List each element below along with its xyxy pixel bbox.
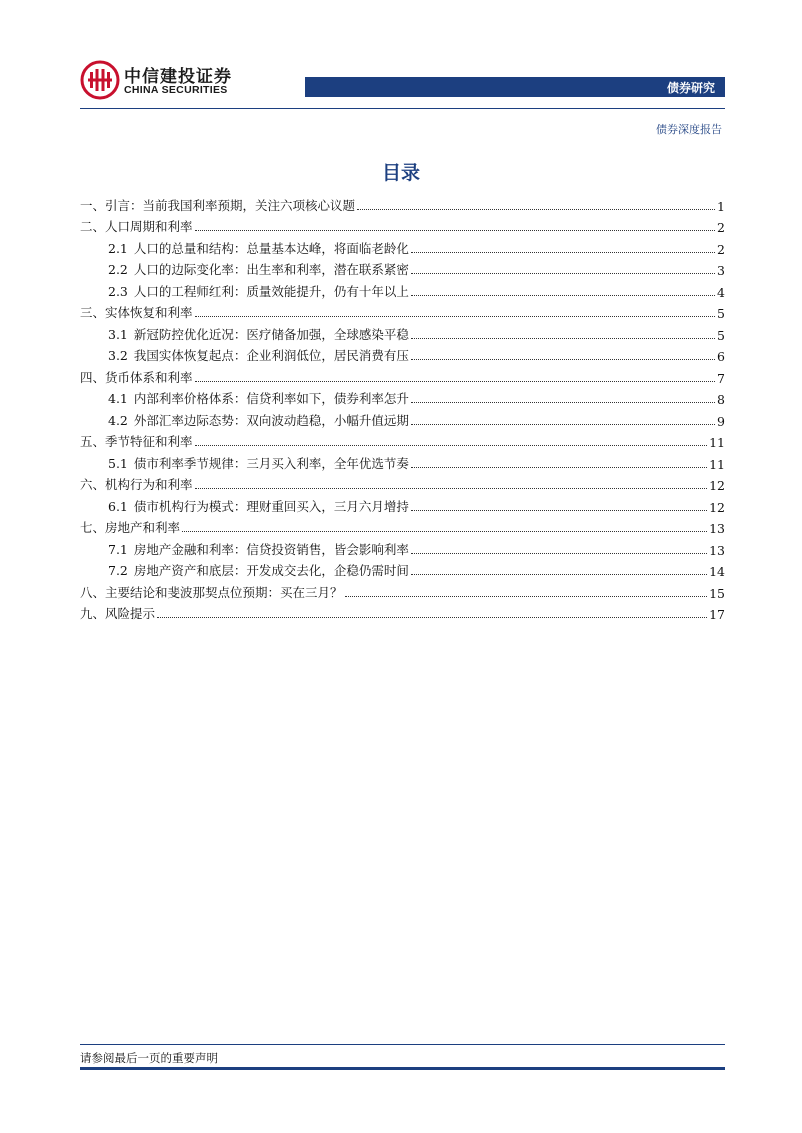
toc-entry-title <box>80 518 180 536</box>
toc-entry[interactable] <box>80 386 725 408</box>
toc-entry-title <box>80 196 355 214</box>
logo-chinese-name: 中信建投证券 <box>124 67 232 87</box>
toc-entry-label: 外部汇率边际态势：双向波动趋稳，小幅升值远期 <box>133 412 409 428</box>
toc-entry-number: 4.2 <box>108 412 128 428</box>
toc-entry-label: 新冠防控优化近况：医疗储备加强，全球感染平稳 <box>133 326 409 342</box>
toc-entry[interactable] <box>80 515 725 537</box>
toc-entry-label: 债市机构行为模式：理财重回买入，三月六月增持 <box>133 498 409 514</box>
toc-leader-dots <box>411 294 715 296</box>
toc-page-number: 5 <box>717 306 725 321</box>
toc-page-number: 11 <box>709 435 725 450</box>
toc-page-number: 4 <box>717 284 725 300</box>
toc-entry-title <box>108 325 409 343</box>
toc-entry-title <box>80 368 193 386</box>
toc-entry-title <box>80 432 193 450</box>
toc-leader-dots <box>157 616 707 618</box>
toc-entry-title <box>108 346 409 364</box>
toc-entry-label: 人口的边际变化率：出生率和利率，潜在联系紧密 <box>133 262 409 277</box>
toc-entry-label: 二、人口周期和利率 <box>80 219 193 234</box>
toc-entry[interactable] <box>80 536 725 558</box>
footer-disclaimer: 请参阅最后一页的重要声明 <box>80 1051 218 1065</box>
toc-entry-number: 2.3 <box>108 283 128 299</box>
footer-divider <box>80 1044 725 1045</box>
toc-page-number: 8 <box>717 392 725 407</box>
toc-entry-title <box>80 583 343 601</box>
toc-entry[interactable] <box>80 343 725 365</box>
toc-entry-label: 五、季节特征和利率 <box>80 434 193 449</box>
toc-entry-label: 九、风险提示 <box>80 606 156 621</box>
toc-leader-dots <box>411 272 715 274</box>
toc-entry-number: 5.1 <box>108 455 128 471</box>
toc-page-number: 13 <box>709 521 725 536</box>
toc-entry[interactable] <box>80 214 725 236</box>
toc-entry-number: 3.1 <box>108 326 128 342</box>
toc-page-number: 15 <box>709 585 725 601</box>
table-of-contents <box>80 192 725 622</box>
toc-entry[interactable] <box>80 472 725 494</box>
toc-entry-number: 7.1 <box>108 541 128 557</box>
toc-page-number: 7 <box>717 370 725 386</box>
toc-leader-dots <box>411 251 715 253</box>
toc-entry[interactable] <box>80 300 725 322</box>
toc-entry-label: 房地产资产和底层：开发成交去化，企稳仍需时间 <box>133 563 409 578</box>
toc-leader-dots <box>411 337 715 339</box>
toc-page-number: 17 <box>709 607 725 622</box>
header-divider <box>80 108 725 109</box>
toc-entry-title <box>108 454 409 472</box>
toc-entry[interactable] <box>80 579 725 601</box>
toc-entry[interactable] <box>80 407 725 429</box>
toc-entry[interactable] <box>80 235 725 257</box>
toc-entry-title <box>80 604 155 622</box>
company-logo <box>80 60 250 100</box>
toc-leader-dots <box>411 552 707 554</box>
toc-leader-dots <box>182 530 707 532</box>
toc-entry[interactable] <box>80 257 725 279</box>
toc-title: 目录 <box>381 162 420 184</box>
toc-entry-title <box>108 239 409 257</box>
toc-leader-dots <box>345 595 708 597</box>
toc-entry-title <box>108 260 409 278</box>
toc-page-number: 12 <box>709 499 725 515</box>
toc-entry[interactable] <box>80 450 725 472</box>
toc-leader-dots <box>195 487 708 489</box>
toc-entry[interactable] <box>80 493 725 515</box>
toc-entry-label: 人口的工程师红利：质量效能提升，仍有十年以上 <box>133 283 409 299</box>
logo-english-name: CHINA SECURITIES <box>124 84 228 96</box>
toc-entry-label: 人口的总量和结构：总量基本达峰，将面临老龄化 <box>133 240 409 256</box>
toc-leader-dots <box>411 509 707 511</box>
toc-entry[interactable] <box>80 364 725 386</box>
toc-leader-dots <box>195 315 716 317</box>
toc-page-number: 9 <box>717 413 725 429</box>
toc-entry-label: 四、货币体系和利率 <box>80 369 193 385</box>
toc-page-number: 2 <box>717 220 725 235</box>
toc-page-number: 13 <box>709 542 725 558</box>
toc-entry-label: 八、主要结论和斐波那契点位预期：买在三月？ <box>80 584 343 600</box>
toc-entry-label: 六、机构行为和利率 <box>80 477 193 492</box>
toc-entry-number: 3.2 <box>108 348 128 363</box>
toc-page-number: 3 <box>717 263 725 278</box>
toc-leader-dots <box>411 358 715 360</box>
toc-entry-title <box>80 303 193 321</box>
toc-entry-label: 内部利率价格体系：信贷利率如下，债券利率怎升 <box>133 391 409 406</box>
toc-leader-dots <box>195 444 708 446</box>
toc-page-number: 12 <box>709 478 725 493</box>
page-header <box>0 0 802 136</box>
toc-entry-number: 6.1 <box>108 498 128 514</box>
toc-leader-dots <box>411 401 715 403</box>
toc-leader-dots <box>411 423 715 425</box>
toc-leader-dots <box>195 380 716 382</box>
toc-entry-label: 房地产金融和利率：信贷投资销售，皆会影响利率 <box>133 541 409 557</box>
toc-entry-title <box>108 389 409 407</box>
header-section-bar <box>305 77 725 97</box>
toc-leader-dots <box>357 208 715 210</box>
toc-entry-title <box>80 217 193 235</box>
toc-page-number: 5 <box>717 327 725 343</box>
toc-entry-title <box>108 282 409 300</box>
toc-entry-title <box>108 411 409 429</box>
toc-page-number: 2 <box>717 241 725 257</box>
section-label: 债券研究 <box>666 81 715 95</box>
toc-leader-dots <box>411 573 707 575</box>
toc-entry-label: 三、实体恢复和利率 <box>80 305 193 320</box>
toc-entry-number: 7.2 <box>108 563 128 578</box>
toc-entry[interactable] <box>80 429 725 451</box>
toc-entry-label: 债市利率季节规律：三月买入利率，全年优选节奏 <box>133 455 409 471</box>
toc-entry-title <box>108 540 409 558</box>
toc-entry-number: 2.1 <box>108 240 128 256</box>
toc-entry-title <box>108 561 409 579</box>
citic-logo-icon <box>80 60 120 100</box>
report-type-label: 债券深度报告 <box>656 123 722 136</box>
toc-leader-dots <box>195 229 716 231</box>
toc-page-number: 11 <box>709 456 725 472</box>
toc-page-number: 1 <box>717 198 725 214</box>
toc-entry-title <box>80 475 193 493</box>
footer-bar <box>80 1067 725 1070</box>
toc-entry-number: 2.2 <box>108 262 128 277</box>
toc-entry-label: 七、房地产和利率 <box>80 520 181 535</box>
toc-entry[interactable] <box>80 558 725 580</box>
toc-entry-label: 我国实体恢复起点：企业利润低位，居民消费有压 <box>133 348 409 363</box>
toc-entry[interactable] <box>80 601 725 623</box>
toc-entry[interactable] <box>80 192 725 214</box>
toc-entry-label: 一、引言：当前我国利率预期，关注六项核心议题 <box>80 197 356 213</box>
toc-page-number: 14 <box>709 564 725 579</box>
toc-page-number: 6 <box>717 349 725 364</box>
toc-leader-dots <box>411 466 707 468</box>
toc-entry[interactable] <box>80 321 725 343</box>
toc-entry-number: 4.1 <box>108 391 128 406</box>
toc-entry[interactable] <box>80 278 725 300</box>
toc-entry-title <box>108 497 409 515</box>
